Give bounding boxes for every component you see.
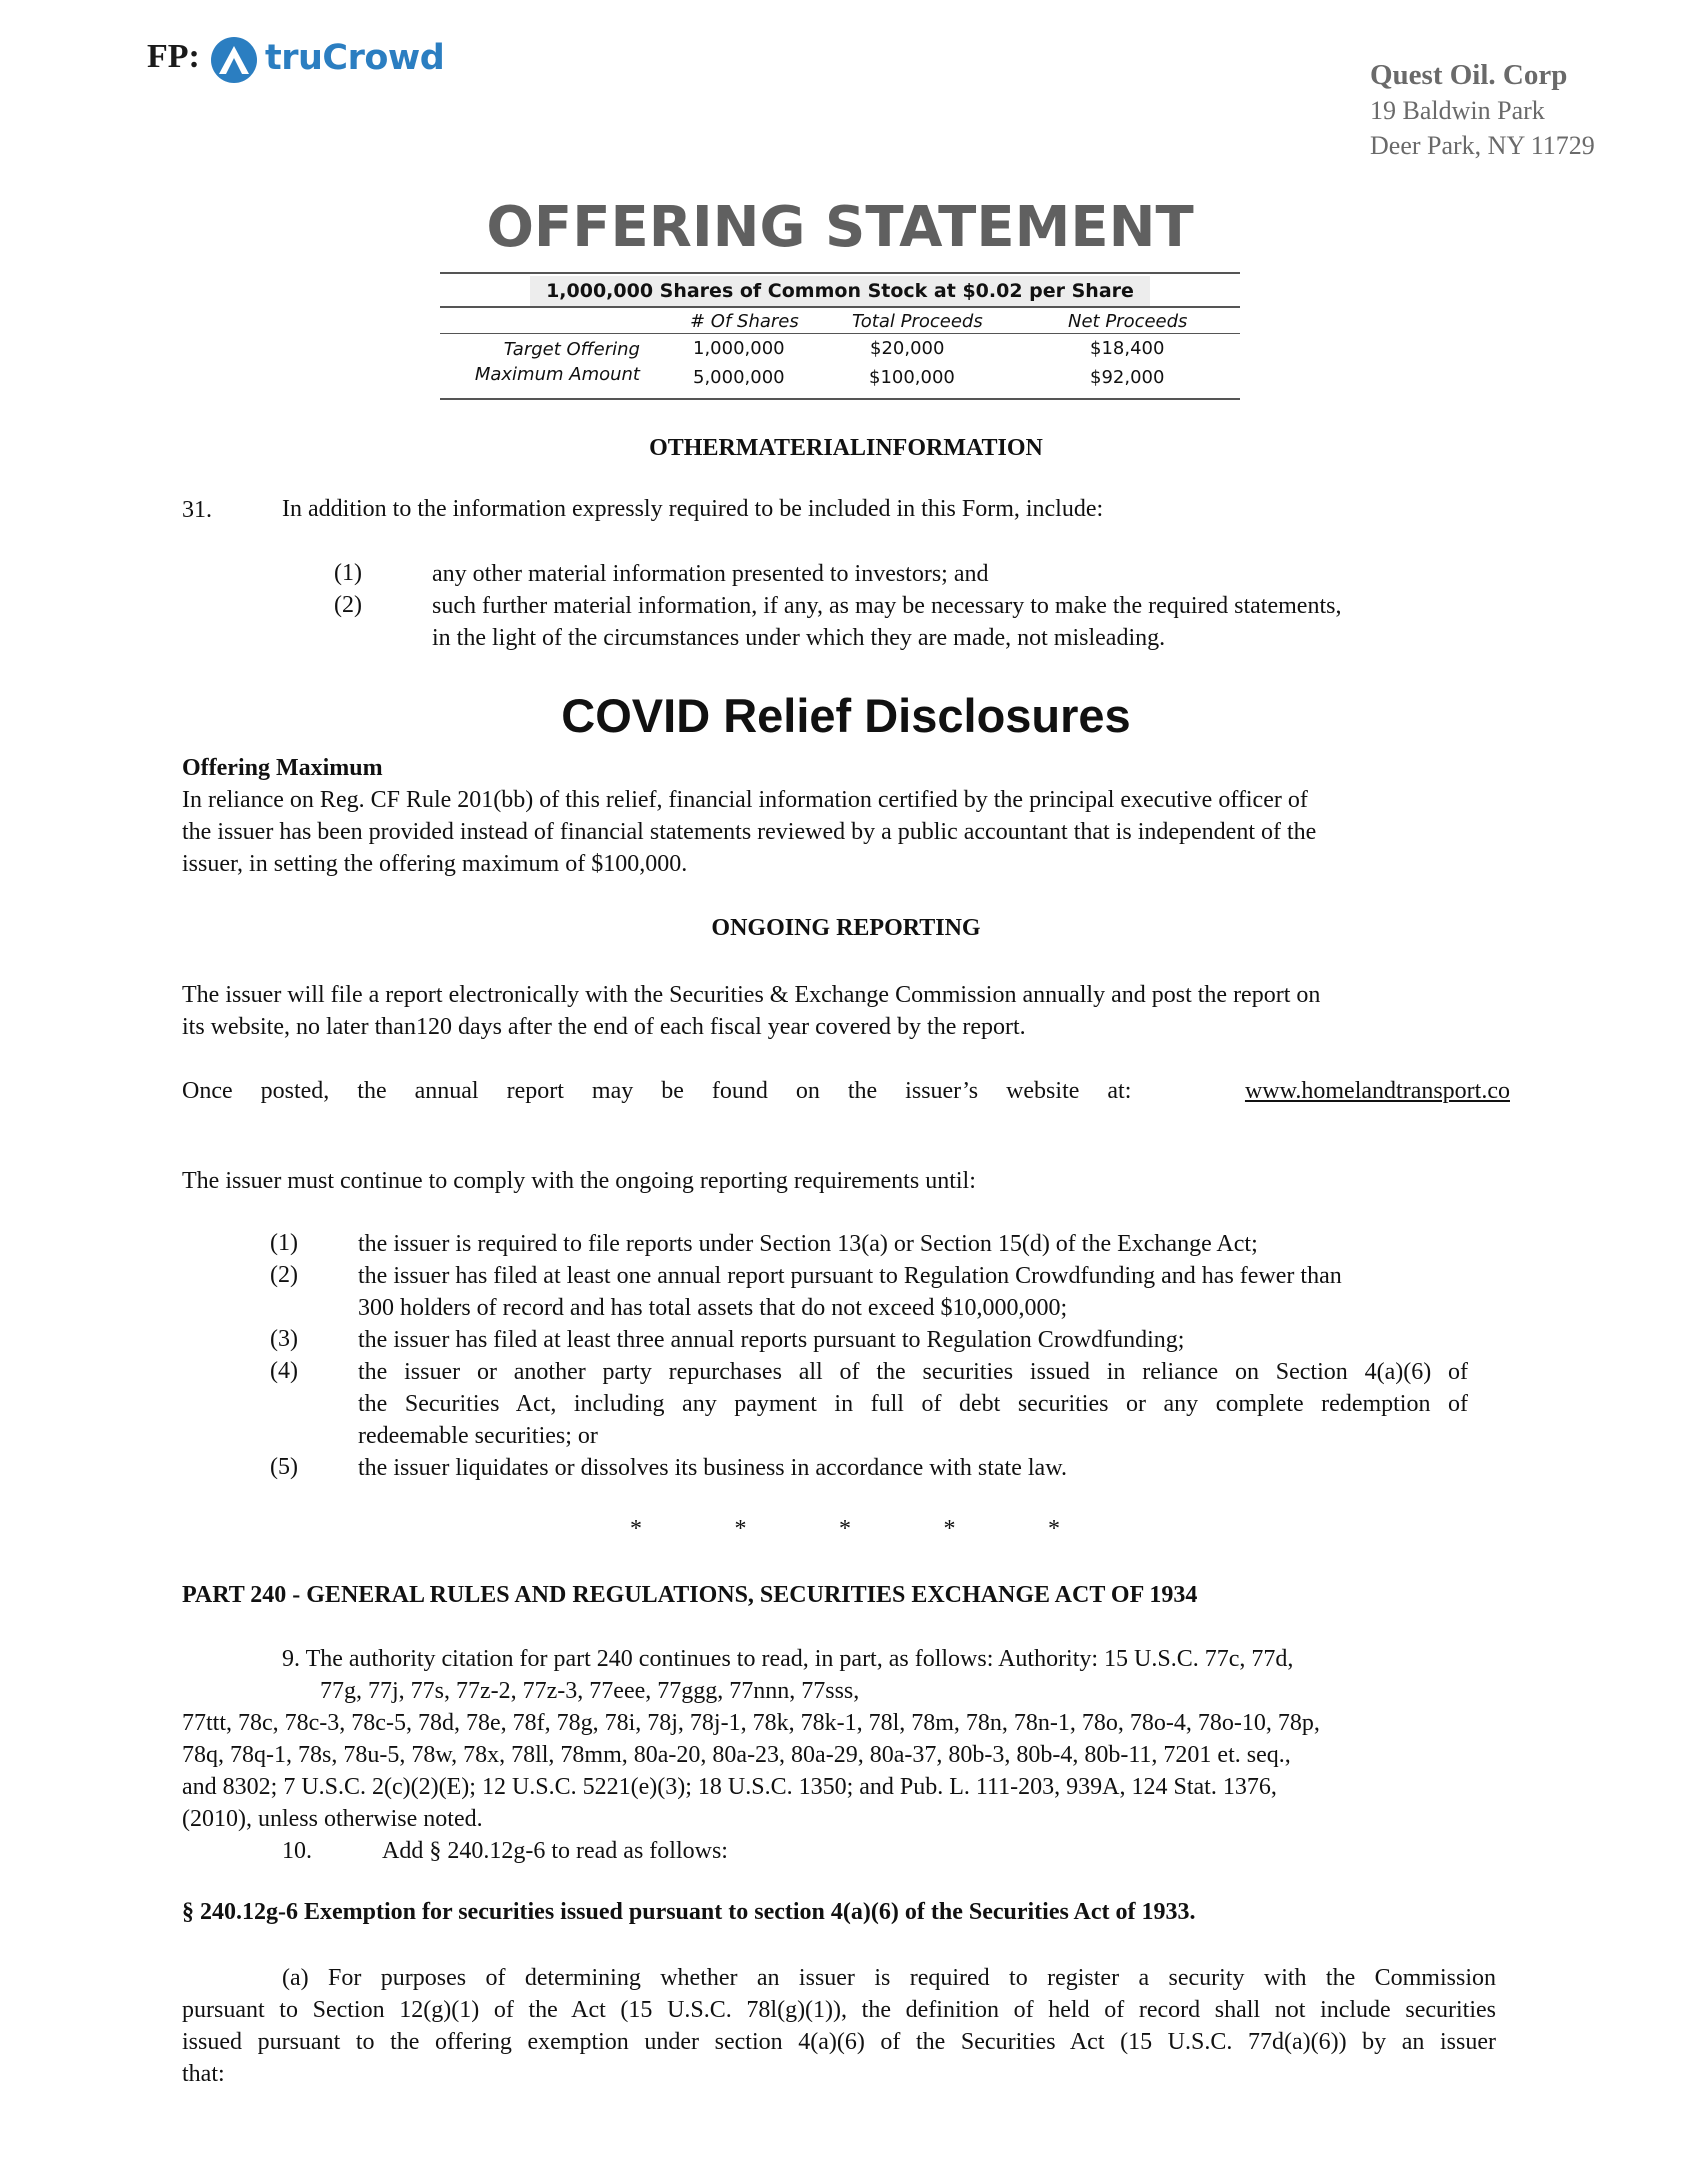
- item-number-31: 31.: [182, 497, 212, 523]
- company-address-line1: 19 Baldwin Park: [1370, 96, 1545, 125]
- cell-max-shares: 5,000,000: [693, 367, 785, 388]
- condition-num: (3): [270, 1326, 298, 1352]
- condition-text: the issuer has filed at least three annual reports pursuant to Regulation Crowdfunding;: [358, 1327, 1185, 1353]
- other-item-text: any other material information presented to investors; and: [432, 561, 989, 587]
- section-a-line: (a) For purposes of determining whether an issuer is required to register a security with the Commission: [282, 1965, 1496, 1991]
- fp-label: FP:: [147, 38, 200, 75]
- asterisk: *: [734, 1516, 747, 1542]
- other-material-heading: OTHERMATERIALINFORMATION: [649, 435, 1043, 461]
- other-item-text: such further material information, if any, as may be necessary to make the required statements,: [432, 593, 1342, 619]
- condition-text: the issuer or another party repurchases all of the securities issued in reliance on Section 4(a)(6) of: [358, 1359, 1468, 1385]
- divider: [440, 333, 1240, 334]
- offering-title: OFFERING STATEMENT: [486, 195, 1194, 260]
- authority-line: 9. The authority citation for part 240 continues to read, in part, as follows: Authority: 15 U.S.C. 77c, 77d,: [282, 1646, 1294, 1672]
- item-10-number: 10.: [282, 1838, 312, 1864]
- covid-paragraph-line: issuer, in setting the offering maximum of $100,000.: [182, 851, 688, 877]
- condition-text: the issuer is required to file reports under Section 13(a) or Section 15(d) of the Exchange Act;: [358, 1231, 1258, 1257]
- other-item-num: (1): [334, 560, 362, 586]
- condition-num: (1): [270, 1230, 298, 1256]
- authority-line: 78q, 78q-1, 78s, 78u-5, 78w, 78x, 78ll, 78mm, 80a-20, 80a-23, 80a-29, 80a-37, 80b-3, 80b-4, 80b-11, 7201 et. seq.,: [182, 1742, 1291, 1768]
- authority-line: 77g, 77j, 77s, 77z-2, 77z-3, 77eee, 77ggg, 77nnn, 77sss,: [320, 1678, 860, 1704]
- asterisk: *: [839, 1516, 851, 1542]
- divider: [440, 272, 1240, 274]
- company-address-line2: Deer Park, NY 11729: [1370, 131, 1595, 160]
- condition-num: (5): [270, 1454, 298, 1480]
- col-header-total: Total Proceeds: [852, 311, 983, 332]
- condition-num: (2): [270, 1262, 298, 1288]
- shares-line: 1,000,000 Shares of Common Stock at $0.02 per Share: [530, 276, 1150, 306]
- authority-line: (2010), unless otherwise noted.: [182, 1806, 483, 1832]
- other-item-text: in the light of the circumstances under which they are made, not misleading.: [432, 625, 1166, 651]
- part240-heading: PART 240 - GENERAL RULES AND REGULATIONS, SECURITIES EXCHANGE ACT OF 1934: [182, 1582, 1198, 1608]
- col-header-net: Net Proceeds: [1068, 311, 1188, 332]
- asterisk: *: [630, 1516, 642, 1542]
- website-line-prefix: Once posted, the annual report may be found on the issuer’s website at:: [182, 1078, 1132, 1104]
- divider: [440, 306, 1240, 308]
- cell-target-net: $18,400: [1090, 338, 1165, 359]
- trucrowd-logo-text: truCrowd: [265, 38, 445, 78]
- condition-text: the issuer liquidates or dissolves its business in accordance with state law.: [358, 1455, 1067, 1481]
- asterisk: *: [943, 1516, 956, 1542]
- condition-num: (4): [270, 1358, 298, 1384]
- issuer-website-link[interactable]: www.homelandtransport.co: [1244, 1078, 1510, 1104]
- asterisk: *: [1048, 1516, 1060, 1542]
- company-address-block: [1370, 58, 1670, 163]
- section-a-line: issued pursuant to the offering exemption under section 4(a)(6) of the Securities Act (15 U.S.C. 77d(a)(6)) by an issuer: [182, 2029, 1496, 2055]
- section-a-line: pursuant to Section 12(g)(1) of the Act (15 U.S.C. 78l(g)(1)), the definition of held of record shall not include securities: [182, 1997, 1496, 2023]
- trucrowd-logo-icon: [210, 36, 258, 84]
- website-line: [182, 1075, 1510, 1107]
- ongoing-paragraph-line: The issuer will file a report electronically with the Securities & Exchange Commission annually and post the report on: [182, 982, 1321, 1008]
- covid-paragraph-line: In reliance on Reg. CF Rule 201(bb) of this relief, financial information certified by the principal executive officer of: [182, 787, 1308, 813]
- section-separator: [630, 1513, 1060, 1545]
- authority-line: and 8302; 7 U.S.C. 2(c)(2)(E); 12 U.S.C. 5221(e)(3); 18 U.S.C. 1350; and Pub. L. 111-203, 939A, 124 Stat. 1376,: [182, 1774, 1277, 1800]
- cell-max-total: $100,000: [869, 367, 955, 388]
- cell-target-shares: 1,000,000: [693, 338, 785, 359]
- ongoing-paragraph-line: its website, no later than120 days after the end of each fiscal year covered by the report.: [182, 1014, 1026, 1040]
- ongoing-reporting-heading: ONGOING REPORTING: [711, 915, 981, 941]
- section-a-line: that:: [182, 2061, 225, 2087]
- condition-text: redeemable securities; or: [358, 1423, 598, 1449]
- item-10-text: Add § 240.12g-6 to read as follows:: [382, 1838, 728, 1864]
- authority-line: 77ttt, 78c, 78c-3, 78c-5, 78d, 78e, 78f, 78g, 78i, 78j, 78j-1, 78k, 78k-1, 78l, 78m, 78n, 78n-1, 78o, 78o-4, 78o-10, 78p,: [182, 1710, 1320, 1736]
- condition-text: 300 holders of record and has total assets that do not exceed $10,000,000;: [358, 1295, 1068, 1321]
- cell-target-total: $20,000: [870, 338, 945, 359]
- covid-paragraph-line: the issuer has been provided instead of financial statements reviewed by a public accountant that is independent of the: [182, 819, 1317, 845]
- row-label-maximum: Maximum Amount: [474, 364, 640, 385]
- other-item-num: (2): [334, 592, 362, 618]
- condition-text: the Securities Act, including any payment in full of debt securities or any complete redemption of: [358, 1391, 1468, 1417]
- company-name: Quest Oil. Corp: [1370, 59, 1568, 91]
- row-label-target: Target Offering: [503, 339, 640, 360]
- condition-text: the issuer has filed at least one annual report pursuant to Regulation Crowdfunding and has fewer than: [358, 1263, 1342, 1289]
- offering-maximum-subheading: Offering Maximum: [182, 755, 383, 781]
- other-material-intro: In addition to the information expressly required to be included in this Form, include:: [282, 496, 1104, 522]
- covid-title: COVID Relief Disclosures: [561, 689, 1131, 742]
- col-header-shares: # Of Shares: [690, 311, 799, 332]
- divider: [440, 398, 1240, 400]
- ongoing-requirements-intro: The issuer must continue to comply with the ongoing reporting requirements until:: [182, 1168, 976, 1194]
- cell-max-net: $92,000: [1090, 367, 1165, 388]
- section-240-12g-6-heading: § 240.12g-6 Exemption for securities issued pursuant to section 4(a)(6) of the Securities Act of 1933.: [182, 1899, 1196, 1925]
